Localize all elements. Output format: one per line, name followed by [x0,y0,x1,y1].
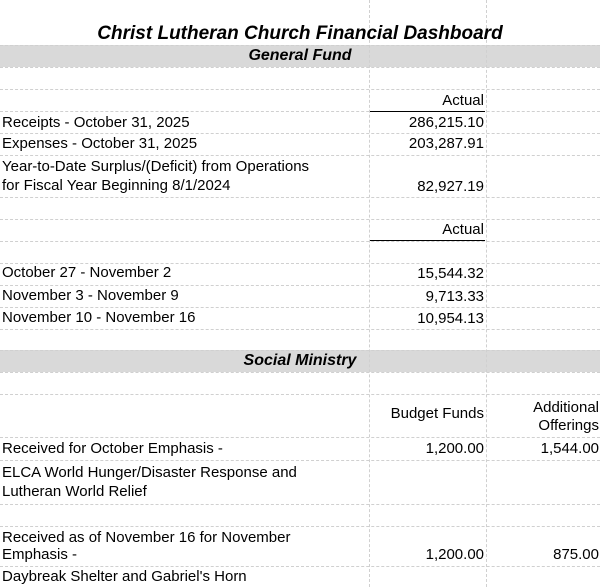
october-additional-value: 1,544.00 [540,440,599,457]
grid-row-line [0,350,600,351]
actual-column-header: Actual [442,92,484,109]
actual-header-underline [370,240,485,241]
grid-row-line [0,437,600,438]
grid-row-line [0,45,600,46]
november-emphasis-description: Daybreak Shelter and Gabriel's Horn [2,568,247,585]
actual-column-header: Actual [442,221,484,238]
grid-row-line [0,197,600,198]
grid-row-line [0,372,600,373]
november-additional-value: 875.00 [553,546,599,563]
week-label: November 3 - November 9 [2,287,179,304]
november-budget-value: 1,200.00 [425,546,484,563]
general-fund-header: General Fund [248,47,352,64]
ytd-label-line1: Year-to-Date Surplus/(Deficit) from Operations [2,158,310,175]
expenses-value: 203,287.91 [408,135,484,152]
grid-row-line [0,67,600,68]
week-value: 9,713.33 [425,288,484,305]
grid-row-line [0,504,600,505]
ytd-value: 82,927.19 [417,178,484,195]
additional-offerings-header-line1: Additional [533,399,599,416]
budget-funds-header: Budget Funds [390,405,484,422]
week-label: November 10 - November 16 [2,309,196,326]
grid-row-line [0,89,600,90]
actual-header-underline [370,111,485,112]
grid-row-line [0,329,600,330]
grid-row-line [0,526,600,527]
grid-row-line [0,133,600,134]
social-ministry-header: Social Ministry [243,352,357,369]
october-emphasis-label: Received for October Emphasis - [2,440,223,457]
additional-offerings-header-line2: Offerings [538,417,599,434]
grid-row-line [0,155,600,156]
october-emphasis-description-line2: Lutheran World Relief [2,483,147,500]
october-emphasis-description-line1: ELCA World Hunger/Disaster Response and [2,464,297,481]
week-value: 15,544.32 [417,265,484,282]
grid-row-line [0,307,600,308]
ytd-label-line2: for Fiscal Year Beginning 8/1/2024 [2,177,231,194]
page-title: Christ Lutheran Church Financial Dashboard [97,23,503,44]
expenses-label: Expenses - October 31, 2025 [2,135,198,152]
grid-row-line [0,219,600,220]
grid-row-line [0,566,600,567]
receipts-value: 286,215.10 [408,114,484,131]
november-emphasis-label-line2: Emphasis - [2,546,78,563]
grid-row-line [0,241,600,242]
receipts-label: Receipts - October 31, 2025 [2,114,190,131]
grid-row-line [0,460,600,461]
grid-row-line [0,111,600,112]
week-value: 10,954.13 [417,310,484,327]
grid-row-line [0,394,600,395]
november-emphasis-label-line1: Received as of November 16 for November [2,529,291,546]
week-label: October 27 - November 2 [2,264,172,281]
grid-row-line [0,285,600,286]
october-budget-value: 1,200.00 [425,440,484,457]
